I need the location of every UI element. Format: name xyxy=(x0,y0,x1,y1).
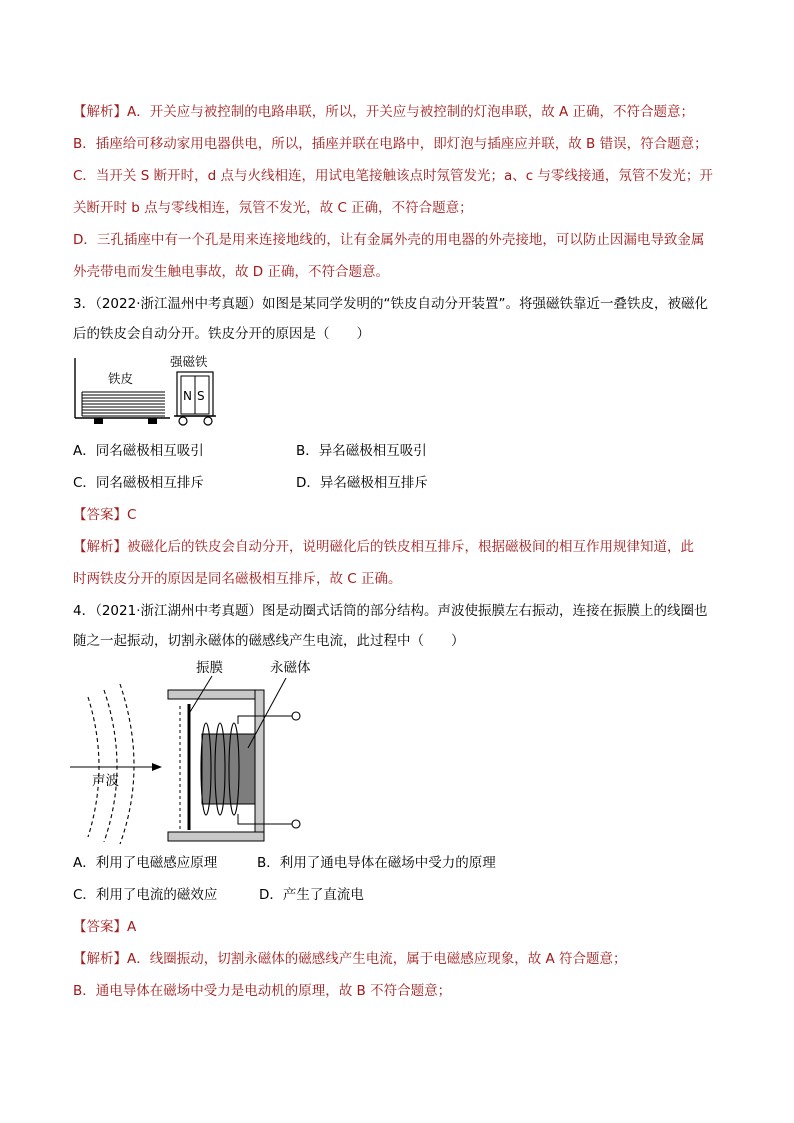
q3-figure-iron-sheets xyxy=(70,350,230,430)
explain-label: 【解析】 xyxy=(73,104,127,120)
q4-stem-line1: 4．（2021·浙江湖州中考真题）图是动圈式话筒的部分结构。声波使振膜左右振动，连接在振膜上的线圈也 xyxy=(73,603,708,619)
explain1-c-line1: C．当开关 S 断开时，d 点与火线相连，用试电笔接触该点时氖管发光；a、c 与零线接通，氖管不发光；开 xyxy=(73,168,713,184)
q4-option-a[interactable]: A．利用了电磁感应原理 xyxy=(73,855,218,871)
q4-option-d[interactable]: D．产生了直流电 xyxy=(259,887,364,903)
q4-option-c[interactable]: C．利用了电流的磁效应 xyxy=(73,887,218,903)
q3-answer-line: 【答案】C xyxy=(73,507,137,523)
q3-answer: C xyxy=(127,507,137,523)
q3-stem-line2: 后的铁皮会自动分开。铁皮分开的原因是（ ） xyxy=(73,326,370,342)
q4-answer: A xyxy=(127,919,137,935)
q4-explain-a-line: 【解析】A．线圈振动，切割永磁体的磁感线产生电流，属于电磁感应现象，故 A 符合题意； xyxy=(73,951,627,967)
explain1-d-line1: D．三孔插座中有一个孔是用来连接地线的，让有金属外壳的用电器的外壳接地，可以防止因漏电导致金属 xyxy=(73,232,705,248)
q4-label-wave: 声波 xyxy=(92,773,119,789)
q3-option-a[interactable]: A．同名磁极相互吸引 xyxy=(73,443,204,459)
q3-explain-line1: 【解析】被磁化后的铁皮会自动分开，说明磁化后的铁皮相互排斥，根据磁极间的相互作用规律知道，此 xyxy=(73,539,694,555)
explain1-a-line: 【解析】A．开关应与被控制的电路串联，所以，开关应与被控制的灯泡串联，故 A 正确，不符合题意； xyxy=(73,104,695,120)
q3-pole-s: S xyxy=(197,389,205,403)
q3-option-c[interactable]: C．同名磁极相互排斥 xyxy=(73,475,204,491)
q3-option-b[interactable]: B．异名磁极相互吸引 xyxy=(296,443,427,459)
explain1-b-line: B．插座给可移动家用电器供电，所以，插座并联在电路中，即灯泡与插座应并联，故 B 错误，符合题意； xyxy=(73,136,708,152)
q4-label-magnet: 永磁体 xyxy=(270,660,311,676)
q3-option-d[interactable]: D．异名磁极相互排斥 xyxy=(296,475,428,491)
q4-explain-b-line: B．通电导体在磁场中受力是电动机的原理，故 B 不符合题意； xyxy=(73,983,452,999)
explain1-d-line2: 外壳带电而发生触电事故，故 D 正确，不符合题意。 xyxy=(73,264,389,280)
q3-explain-line2: 时两铁皮分开的原因是同名磁极相互排斥，故 C 正确。 xyxy=(73,571,402,587)
q4-label-diaphragm: 振膜 xyxy=(196,660,223,676)
q4-answer-line: 【答案】A xyxy=(73,919,137,935)
q3-label-magnet: 强磁铁 xyxy=(170,354,208,369)
explain1-c-line2: 关断开时 b 点与零线相连，氖管不发光，故 C 正确，不符合题意； xyxy=(73,200,473,216)
q3-label-sheets: 铁皮 xyxy=(108,371,134,386)
q4-stem-line2: 随之一起振动，切割永磁体的磁感线产生电流，此过程中（ ） xyxy=(73,633,465,649)
q4-option-b[interactable]: B．利用了通电导体在磁场中受力的原理 xyxy=(257,855,496,871)
q3-stem-line1: 3．（2022·浙江温州中考真题）如图是某同学发明的“铁皮自动分开装置”。将强磁铁靠近一叠铁皮，被磁化 xyxy=(73,296,708,312)
q3-pole-n: N xyxy=(183,389,192,403)
q4-figure-microphone xyxy=(70,652,330,847)
